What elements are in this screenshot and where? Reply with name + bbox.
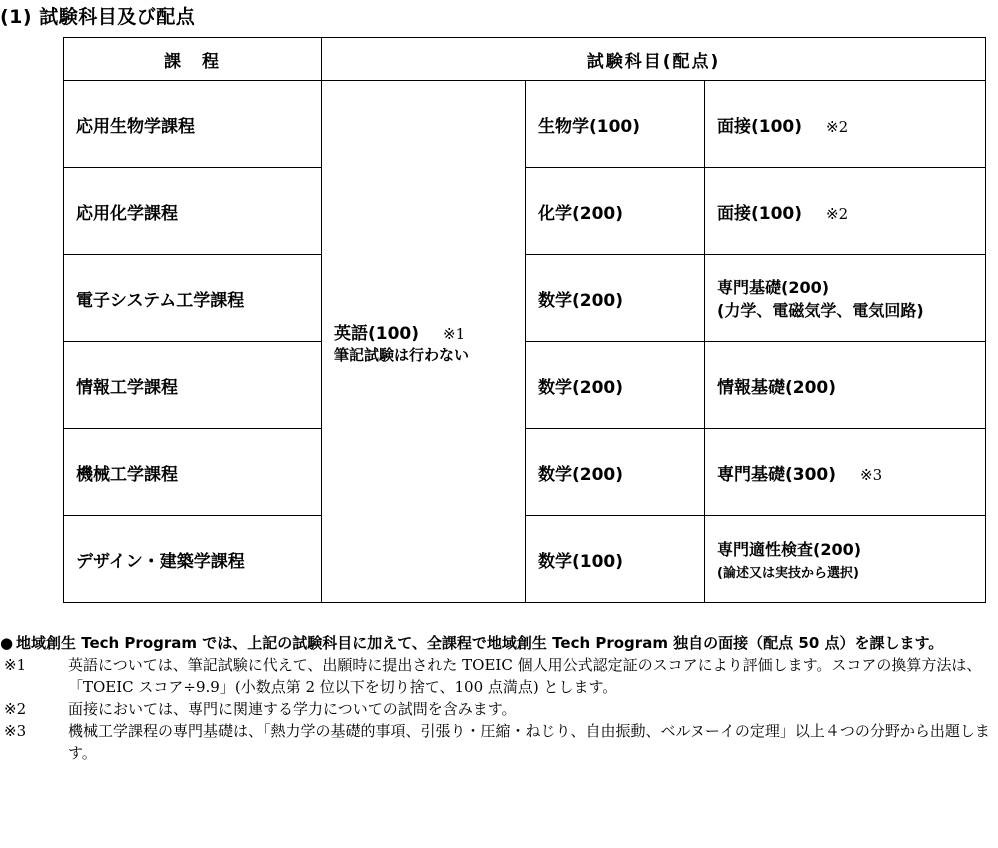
course-name: 応用化学課程	[64, 168, 322, 255]
footnote-1	[0, 654, 990, 698]
subject-score: 数学(200)	[526, 255, 705, 342]
footnote-3	[0, 720, 990, 764]
extra-subject-label: 専門基礎(200)	[717, 278, 830, 297]
footnote-text: 英語については、筆記試験に代えて、出願時に提出された TOEIC 個人用公式認定証のスコアにより評価します。スコアの換算方法は、「TOEIC スコア÷9.9」(小数点第 2 位以下を切り捨て、100 点満点) とします。	[68, 656, 982, 696]
extra-subject-detail: (力学、電磁気学、電気回路)	[717, 301, 924, 320]
subject-score: 数学(100)	[526, 516, 705, 603]
course-name: 応用生物学課程	[64, 81, 322, 168]
english-no-written-exam: 筆記試験は行わない	[334, 345, 470, 364]
course-name: 情報工学課程	[64, 342, 322, 429]
extra-subject	[705, 81, 986, 168]
header-subjects: 試験科目(配点)	[322, 38, 986, 81]
table-row	[64, 81, 986, 168]
extra-subject-label: 専門基礎(300)	[717, 464, 837, 485]
course-name: 機械工学課程	[64, 429, 322, 516]
extra-subject-label: 情報基礎(200)	[717, 377, 837, 398]
bullet-note-text: 地域創生 Tech Program では、上記の試験科目に加えて、全課程で地域創生 Tech Program 独自の面接（配点 50 点）を課します。	[16, 634, 944, 652]
english-note-mark: ※1	[443, 324, 466, 343]
bullet-note	[0, 632, 990, 654]
footnote-mark: ※2	[4, 700, 27, 718]
footnote-text: 面接においては、専門に関連する学力についての試問を含みます。	[68, 700, 517, 718]
subject-score: 数学(200)	[526, 429, 705, 516]
footnote-2	[0, 698, 990, 720]
extra-subject-label: 面接(100)	[717, 116, 803, 137]
extra-subject-detail: (論述又は実技から選択)	[717, 566, 859, 581]
footnote-text: 機械工学課程の専門基礎は、「熱力学の基礎的事項、引張り・圧縮・ねじり、自由振動、ベルヌーイの定理」以上４つの分野から出題します。	[68, 722, 990, 762]
footnote-mark: ※3	[4, 722, 27, 740]
english-cell	[322, 81, 526, 603]
extra-subject-label: 専門適性検査(200)	[717, 540, 862, 559]
exam-subjects-table	[63, 37, 986, 603]
extra-note-mark: ※2	[826, 117, 849, 136]
course-name: 電子システム工学課程	[64, 255, 322, 342]
extra-subject	[705, 168, 986, 255]
english-subject: 英語(100)	[334, 323, 420, 344]
extra-subject	[705, 342, 986, 429]
extra-subject-label: 面接(100)	[717, 203, 803, 224]
table-header-row	[64, 38, 986, 81]
extra-subject	[705, 255, 986, 342]
subject-score: 化学(200)	[526, 168, 705, 255]
header-course: 課 程	[64, 38, 322, 81]
extra-note-mark: ※2	[826, 204, 849, 223]
extra-subject	[705, 516, 986, 603]
subject-score: 数学(200)	[526, 342, 705, 429]
subject-score: 生物学(100)	[526, 81, 705, 168]
footnote-mark: ※1	[4, 656, 27, 674]
notes-section	[0, 632, 990, 764]
section-title: (1) 試験科目及び配点	[0, 6, 196, 28]
extra-subject	[705, 429, 986, 516]
course-name: デザイン・建築学課程	[64, 516, 322, 603]
bullet-icon: ●	[0, 634, 14, 652]
extra-note-mark: ※3	[860, 465, 883, 484]
